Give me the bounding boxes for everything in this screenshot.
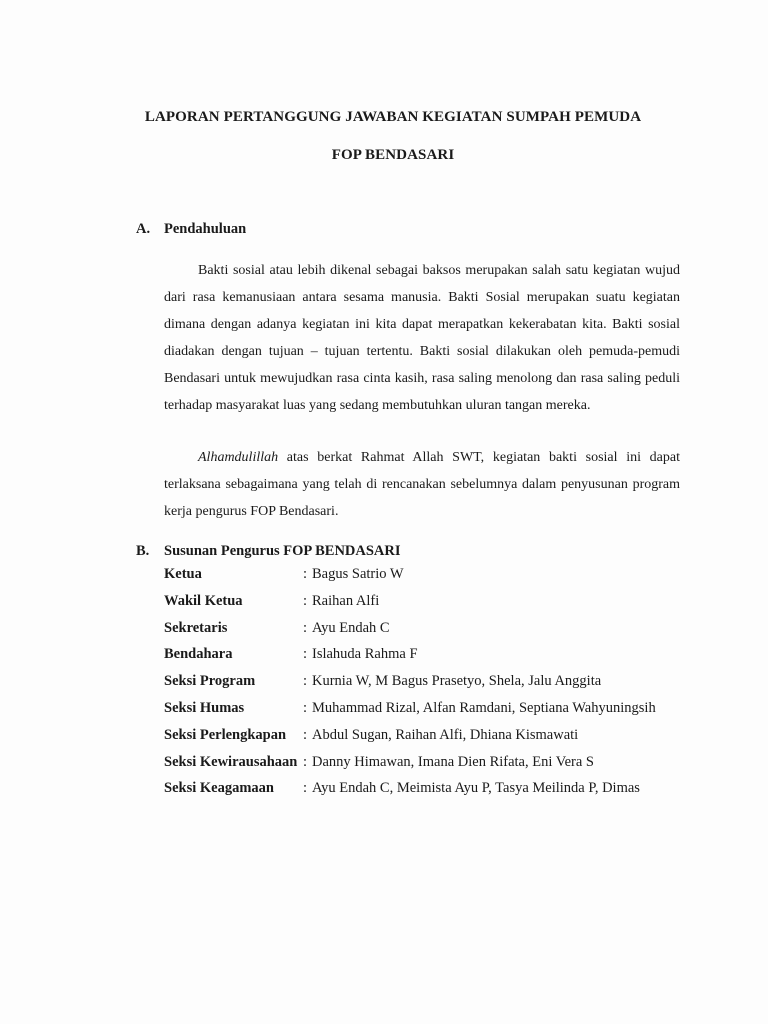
committee-row xyxy=(164,673,704,700)
colon-separator: : xyxy=(303,699,308,716)
committee-member: Kurnia W, M Bagus Prasetyo, Shela, Jalu Anggita xyxy=(312,673,602,690)
section-a-title: Pendahuluan xyxy=(164,221,247,237)
committee-member: Muhammad Rizal, Alfan Ramdani, Septiana Wahyuningsih xyxy=(312,699,656,716)
document-subtitle: FOP BENDASARI xyxy=(331,147,455,163)
committee-list xyxy=(164,566,704,807)
committee-member: Raihan Alfi xyxy=(312,592,380,609)
intro-paragraph-1: Bakti sosial atau lebih dikenal sebagai baksos merupakan salah satu kegiatan wujud dari rasa kemanusiaan antara sesama manusia. Bakti Sosial merupakan suatu kegiatan dimana dengan adanya kegiatan ini kita dapat merapatkan kekerabatan kita. Bakti sosial diadakan dengan tujuan – tujuan tertentu. Bakti sosial dilakukan oleh pemuda-pemudi Bendasari untuk mewujudkan rasa cinta kasih, rasa saling menolong dan rasa saling peduli terhadap masyarakat luas yang sedang membutuhkan uluran tangan mereka. xyxy=(164,263,680,413)
committee-row xyxy=(164,700,704,727)
colon-separator: : xyxy=(303,566,308,582)
committee-member: Ayu Endah C, Meimista Ayu P, Tasya Meilinda P, Dimas xyxy=(312,780,640,797)
committee-row xyxy=(164,620,704,647)
colon-separator: : xyxy=(303,619,308,636)
committee-role: Bendahara xyxy=(164,646,233,663)
section-a-letter: A. xyxy=(136,221,151,237)
committee-role: Ketua xyxy=(164,566,202,582)
committee-member: Ayu Endah C xyxy=(312,619,390,636)
committee-role: Seksi Humas xyxy=(164,699,245,716)
committee-role: Seksi Keagamaan xyxy=(164,780,274,797)
committee-row xyxy=(164,754,704,781)
section-b-letter: B. xyxy=(136,543,150,559)
committee-role: Sekretaris xyxy=(164,619,228,636)
colon-separator: : xyxy=(303,753,308,770)
committee-role: Seksi Perlengkapan xyxy=(164,726,287,743)
committee-row xyxy=(164,646,704,673)
colon-separator: : xyxy=(303,726,308,743)
colon-separator: : xyxy=(303,673,308,690)
committee-row xyxy=(164,780,704,807)
committee-role: Seksi Program xyxy=(164,673,256,690)
committee-row xyxy=(164,593,704,620)
committee-role: Seksi Kewirausahaan xyxy=(164,753,298,770)
italic-word: Alhamdulillah xyxy=(198,450,279,465)
colon-separator: : xyxy=(303,780,308,797)
section-b-title: Susunan Pengurus FOP BENDASARI xyxy=(164,543,401,559)
intro-paragraph-2 xyxy=(164,444,680,525)
paragraph-2-text: atas berkat Rahmat Allah SWT, kegiatan bakti sosial ini dapat terlaksana sebagaimana yang telah di rencanakan sebelumnya dalam penyusunan program kerja pengurus FOP Bendasari. xyxy=(164,450,680,519)
committee-row xyxy=(164,727,704,754)
colon-separator: : xyxy=(303,646,308,663)
committee-role: Wakil Ketua xyxy=(164,592,243,609)
committee-member: Abdul Sugan, Raihan Alfi, Dhiana Kismawati xyxy=(312,726,579,743)
document-title: LAPORAN PERTANGGUNG JAWABAN KEGIATAN SUMPAH PEMUDA xyxy=(144,109,642,125)
committee-member: Islahuda Rahma F xyxy=(312,646,418,663)
colon-separator: : xyxy=(303,592,308,609)
committee-member: Danny Himawan, Imana Dien Rifata, Eni Vera S xyxy=(312,753,594,770)
committee-row xyxy=(164,566,704,593)
committee-member: Bagus Satrio W xyxy=(312,566,404,582)
